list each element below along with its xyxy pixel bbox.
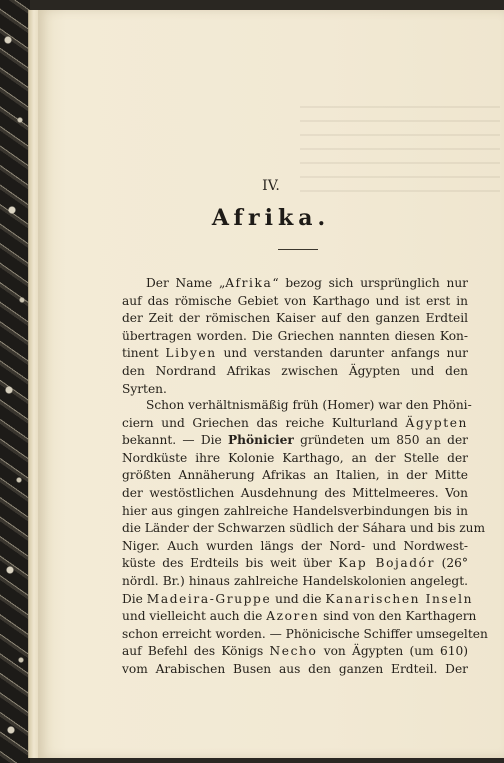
text-line: hier aus gingen zahlreiche Handelsverbindungen bis in [122,503,468,518]
text-line: Schon verhältnismäßig früh (Homer) war den Phöni- [146,398,472,412]
text-line: Der Name „Afrika“ bezog sich ursprünglich nur [146,276,468,290]
text-line: küste des Erdteils bis weit über Kap Bojadór (26° [122,556,469,571]
book-binding [0,0,30,763]
text-line: Syrten. [122,381,167,396]
text-line: nördl. Br.) hinaus zahlreiche Handelskolonien angelegt. [122,573,468,588]
text-line: der Zeit der römischen Kaiser auf den ganzen Erdteil [122,311,468,326]
text-line: bekannt. — Die Phönicier gründeten um 850 an der [122,433,468,448]
paragraph-2 [122,397,488,679]
text-line: auf Befehl des Königs Necho von Ägypten (um 610) [122,644,468,659]
text-line: auf das römische Gebiet von Karthago und ist erst in [122,293,468,308]
text-line: der westöstlichen Ausdehnung des Mittelmeeres. Von [122,485,468,500]
text-line: schon erreicht worden. — Phönicische Schiffer umsegelten [122,626,488,641]
text-line: die Länder der Schwarzen südlich der Sáhara und bis zum [122,521,486,536]
text-line: Niger. Auch wurden längs der Nord- und Nordwest- [122,538,468,553]
text-line: den Nordrand Afrikas zwischen Ägypten und den [122,363,468,378]
text-line: tinent Libyen und verstanden darunter anfangs nur [122,346,469,361]
text-line: Nordküste ihre Kolonie Karthago, an der Stelle der [122,450,468,465]
chapter-title: Afrika. [211,205,331,231]
text-line: ciern und Griechen das reiche Kulturland Ägypten [122,415,468,430]
text-line: größten Annäherung Afrikas an Italien, in der Mitte [122,468,468,483]
text-line: und vielleicht auch die Azoren sind von den Karthagern [122,609,477,624]
text-line: Die Madeira-Gruppe und die Kanarischen Inseln [122,591,474,606]
text-line: übertragen worden. Die Griechen nannten diesen Kon- [122,328,468,343]
paragraph-1 [122,275,468,398]
text-line: vom Arabischen Busen aus den ganzen Erdteil. Der [122,661,468,676]
title-divider [278,249,318,250]
chapter-number: IV. [262,178,280,194]
